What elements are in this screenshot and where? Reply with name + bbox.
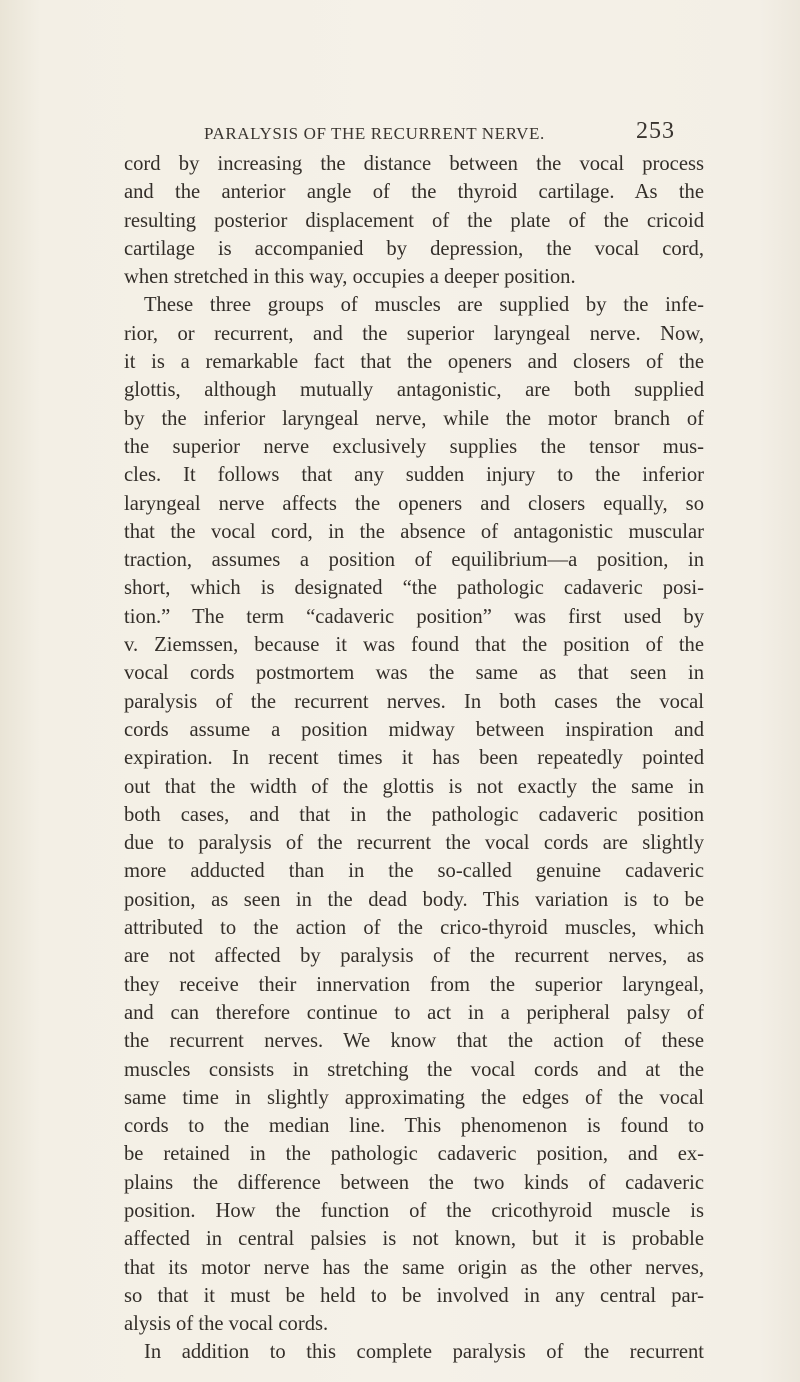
text-line: and the anterior angle of the thyroid cartilage. As the [124,181,704,204]
text-line: by the inferior laryngeal nerve, while the motor branch of [124,407,704,430]
text-line: so that it must be held to be involved in any central par- [124,1284,704,1307]
text-line: tion.” The term “cadaveric position” was first used by [124,605,704,628]
text-line: same time in slightly approximating the edges of the vocal [124,1086,704,1109]
text-line: muscles consists in stretching the vocal cords and at the [124,1058,704,1081]
text-line: cles. It follows that any sudden injury to the inferior [124,464,704,487]
text-line: alysis of the vocal cords. [124,1313,329,1336]
text-line: expiration. In recent times it has been repeatedly pointed [124,747,704,770]
running-head: PARALYSIS OF THE RECURRENT NERVE. [204,124,545,143]
text-line: cords assume a position midway between inspiration and [124,718,704,741]
text-line: plains the difference between the two kinds of cadaveric [124,1171,704,1194]
text-line: that its motor nerve has the same origin as the other nerves, [124,1256,704,1279]
text-line: that the vocal cord, in the absence of antagonistic muscular [124,520,704,543]
text-line: position, as seen in the dead body. This variation is to be [124,888,704,911]
text-line: attributed to the action of the crico-thyroid muscles, which [124,917,704,940]
text-line: paralysis of the recurrent nerves. In both cases the vocal [124,690,704,713]
text-line: when stretched in this way, occupies a deeper position. [124,266,576,289]
text-line: laryngeal nerve affects the openers and closers equally, so [124,492,704,515]
text-line: glottis, although mutually antagonistic, are both supplied [124,379,704,402]
text-line: both cases, and that in the pathologic cadaveric position [124,803,704,826]
text-line: are not affected by paralysis of the recurrent nerves, as [124,945,704,968]
text-line: These three groups of muscles are supplied by the infe- [144,294,704,317]
text-line: it is a remarkable fact that the openers and closers of the [124,351,704,374]
text-line: due to paralysis of the recurrent the vocal cords are slightly [124,832,704,855]
text-line: In addition to this complete paralysis of the recurrent [144,1341,704,1364]
text-line: v. Ziemssen, because it was found that the position of the [124,634,704,657]
text-line: cartilage is accompanied by depression, the vocal cord, [124,237,704,260]
text-line: affected in central palsies is not known, but it is probable [124,1228,704,1251]
text-line: cords to the median line. This phenomenon is found to [124,1115,704,1138]
text-line: they receive their innervation from the superior laryngeal, [124,973,704,996]
body-text [124,150,704,1367]
page-number: 253 [636,118,675,144]
text-line: rior, or recurrent, and the superior laryngeal nerve. Now, [124,322,704,345]
text-line: out that the width of the glottis is not exactly the same in [124,775,704,798]
text-line: more adducted than in the so-called genuine cadaveric [124,860,704,883]
text-line: vocal cords postmortem was the same as that seen in [124,662,704,685]
text-line: and can therefore continue to act in a peripheral palsy of [124,1001,704,1024]
text-line: cord by increasing the distance between the vocal process [124,153,704,175]
text-line: the superior nerve exclusively supplies the tensor mus- [124,435,704,458]
text-line: resulting posterior displacement of the plate of the cricoid [124,209,704,232]
text-line: short, which is designated “the pathologic cadaveric posi- [124,577,704,600]
text-line: be retained in the pathologic cadaveric position, and ex- [124,1143,704,1166]
text-line: position. How the function of the cricothyroid muscle is [124,1199,704,1222]
text-line: the recurrent nerves. We know that the action of these [124,1030,704,1053]
text-line: traction, assumes a position of equilibrium—a position, in [124,549,704,572]
